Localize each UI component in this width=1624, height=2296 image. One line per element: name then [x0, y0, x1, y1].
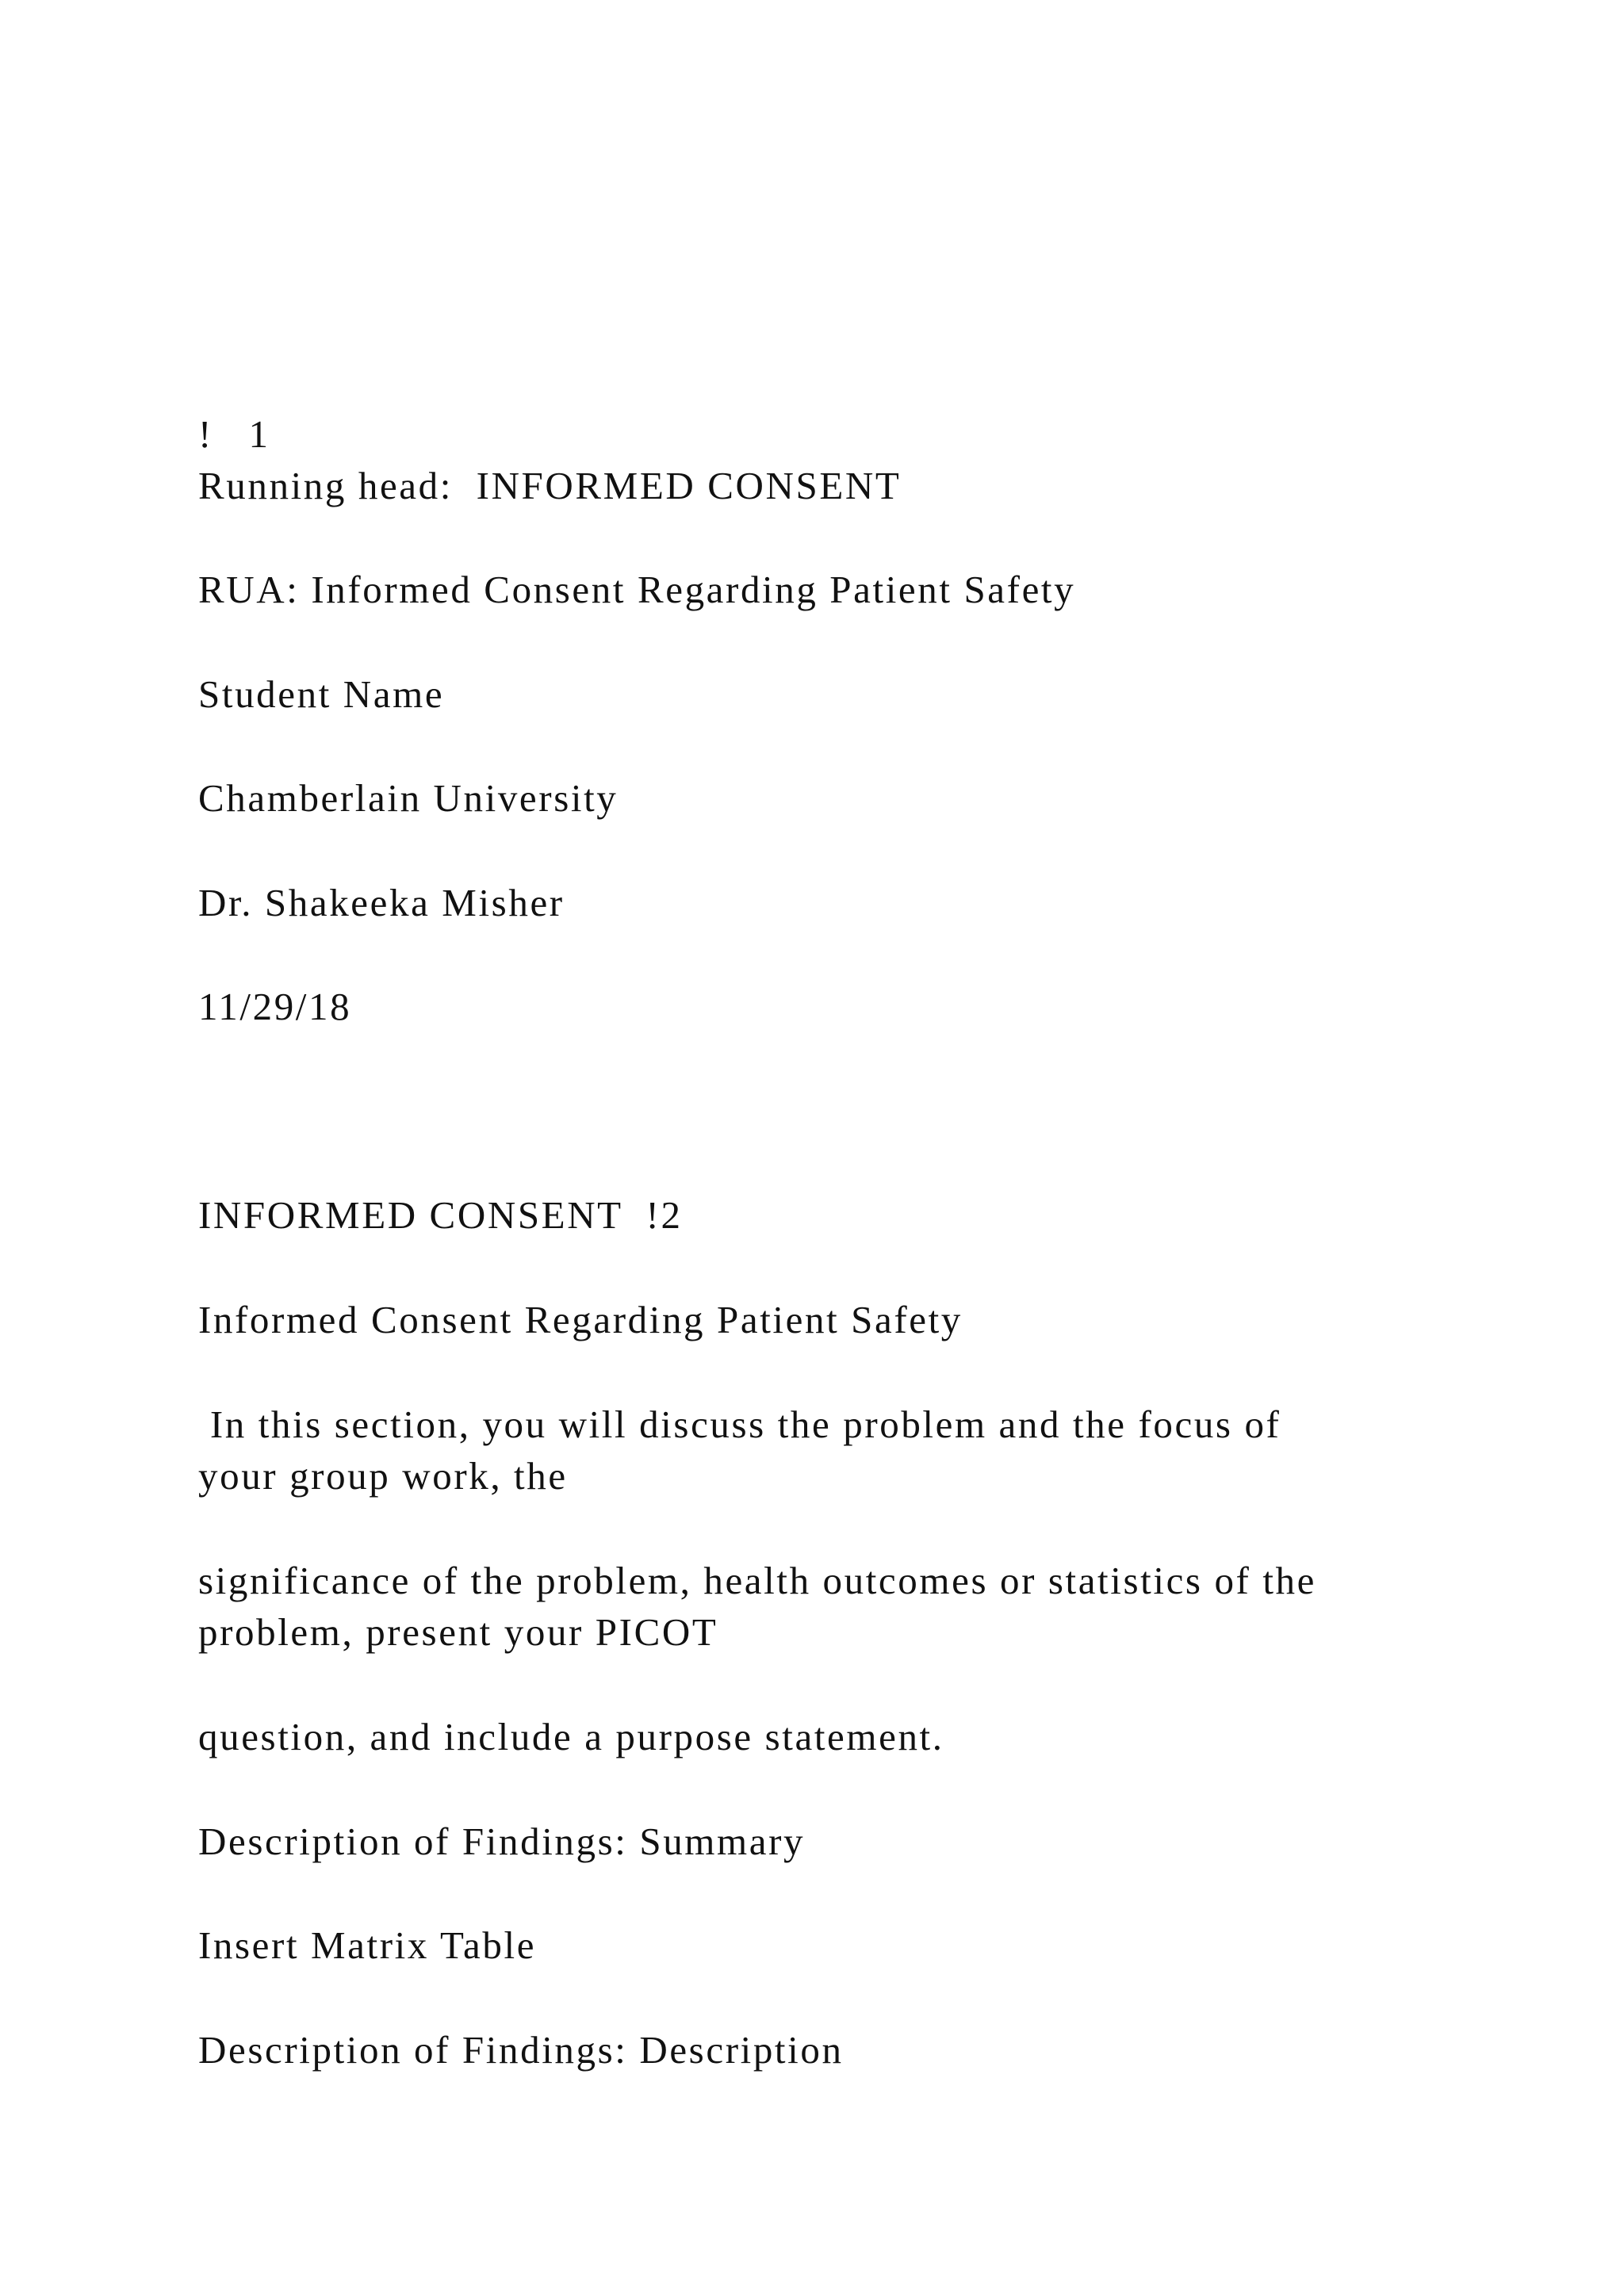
university-name: Chamberlain University — [198, 776, 619, 820]
significance-text-line-2: problem, present your PICOT — [198, 1610, 718, 1654]
intro-text-line-2: your group work, the — [198, 1454, 568, 1498]
submission-date: 11/29/18 — [198, 985, 352, 1028]
page-two-header: INFORMED CONSENT !2 — [198, 1193, 683, 1237]
findings-summary-heading: Description of Findings: Summary — [198, 1820, 806, 1863]
question-text-line: question, and include a purpose statement. — [198, 1715, 944, 1758]
section-heading: Informed Consent Regarding Patient Safety — [198, 1298, 963, 1341]
significance-text-line-1: significance of the problem, health outcomes or statistics of the — [198, 1559, 1316, 1602]
instructor-name: Dr. Shakeeka Misher — [198, 881, 565, 924]
intro-text-line-1: In this section, you will discuss the problem and the focus of — [198, 1402, 1281, 1446]
findings-description-heading: Description of Findings: Description — [198, 2028, 844, 2072]
paper-title: RUA: Informed Consent Regarding Patient Safety — [198, 568, 1076, 611]
matrix-table-placeholder: Insert Matrix Table — [198, 1923, 537, 1967]
running-head: Running head: INFORMED CONSENT — [198, 464, 902, 507]
student-name: Student Name — [198, 672, 445, 716]
page-number-marker: ! 1 — [198, 412, 270, 456]
